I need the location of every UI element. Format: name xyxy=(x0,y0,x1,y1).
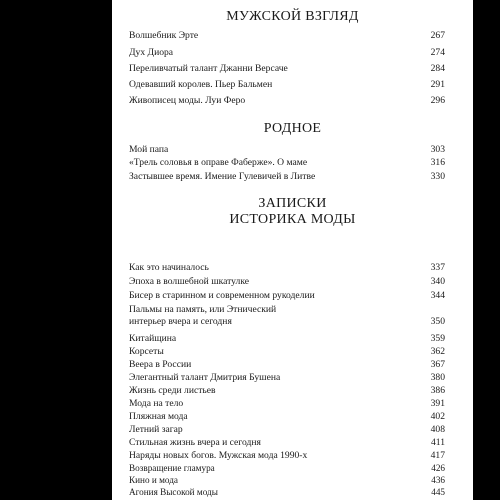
entry-title: Наряды новых богов. Мужская мода 1990-х xyxy=(129,450,308,461)
entry-page: 380 xyxy=(430,372,445,383)
entry-page: 402 xyxy=(430,411,445,422)
toc-entry xyxy=(129,385,445,397)
toc-entry xyxy=(129,144,445,156)
toc-entry xyxy=(129,333,445,345)
entry-title: Жизнь среди листьев xyxy=(129,385,216,396)
toc-entry xyxy=(129,63,445,75)
left-dark-border xyxy=(0,0,112,500)
entry-title: Стильная жизнь вчера и сегодня xyxy=(129,437,261,448)
toc-entry xyxy=(129,276,445,288)
entry-page: 296 xyxy=(430,95,445,106)
entry-page: 350 xyxy=(430,316,445,327)
section-heading: МУЖСКОЙ ВЗГЛЯД xyxy=(226,9,359,24)
entry-title: Кино и мода xyxy=(129,475,178,485)
entry-title: Веера в России xyxy=(129,359,192,370)
entry-title: Агония Высокой моды xyxy=(129,487,218,497)
toc-entry xyxy=(129,398,445,410)
entry-title: Эпоха в волшебной шкатулке xyxy=(129,276,250,287)
toc-entry xyxy=(129,30,445,42)
entry-title: Как это начиналось xyxy=(129,262,209,273)
entry-title: Переливчатый талант Джанни Версаче xyxy=(129,63,288,74)
entry-page: 267 xyxy=(430,30,445,41)
toc-entry xyxy=(129,47,445,59)
toc-entry xyxy=(129,95,445,107)
toc-entry xyxy=(129,437,445,449)
entry-title: Пляжная мода xyxy=(129,411,188,422)
entry-page: 291 xyxy=(430,79,445,90)
entry-page: 359 xyxy=(430,333,445,344)
toc-entry xyxy=(129,475,445,486)
entry-page: 330 xyxy=(430,171,445,182)
entry-title: Живописец моды. Луи Феро xyxy=(129,95,246,106)
entry-page: 303 xyxy=(430,144,445,155)
entry-title: Китайщина xyxy=(129,333,177,344)
toc-entry xyxy=(129,171,445,183)
toc-entry xyxy=(129,450,445,462)
entry-page: 426 xyxy=(431,463,445,473)
entry-page: 391 xyxy=(430,398,445,409)
entry-title: Дух Диора xyxy=(129,47,174,58)
toc-entry xyxy=(129,487,445,498)
entry-page: 411 xyxy=(430,437,445,448)
entry-title-continued: интерьер вчера и сегодня xyxy=(129,316,232,327)
entry-page: 316 xyxy=(430,157,445,168)
entry-page: 362 xyxy=(430,346,445,357)
toc-entry xyxy=(129,359,445,371)
entry-title: Волшебник Эрте xyxy=(129,30,199,41)
toc-entry xyxy=(129,411,445,423)
toc-entry xyxy=(129,372,445,384)
section-heading: ЗАПИСКИ xyxy=(258,196,327,211)
entry-title: Мода на тело xyxy=(129,398,184,409)
entry-page: 386 xyxy=(430,385,445,396)
entry-page: 436 xyxy=(431,475,445,485)
toc-entry xyxy=(129,463,445,474)
entry-page: 367 xyxy=(430,359,445,370)
entry-page: 408 xyxy=(430,424,445,435)
toc-entry xyxy=(129,424,445,436)
entry-title: «Трель соловья в оправе Фаберже». О маме xyxy=(129,157,308,168)
toc-entry xyxy=(129,79,445,91)
entry-page: 274 xyxy=(430,47,445,58)
section-heading: РОДНОЕ xyxy=(263,121,322,136)
entry-title: Бисер в старинном и современном рукоделии xyxy=(129,290,315,301)
entry-title: Летний загар xyxy=(129,424,183,435)
toc-entry xyxy=(129,157,445,169)
entry-title: Мой папа xyxy=(129,144,169,155)
entry-title: Застывшее время. Имение Гулевичей в Литве xyxy=(129,171,316,182)
toc-entry xyxy=(129,346,445,358)
entry-title: Одевавший королев. Пьер Бальмен xyxy=(129,79,273,90)
entry-page: 344 xyxy=(430,290,445,301)
entry-title: Пальмы на память, или Этнический xyxy=(129,304,277,315)
section-heading: ИСТОРИКА МОДЫ xyxy=(229,212,356,227)
entry-title: Корсеты xyxy=(129,346,164,357)
toc-entry xyxy=(129,304,445,328)
toc-entry xyxy=(129,290,445,302)
entry-title: Возвращение гламура xyxy=(129,463,215,473)
entry-page: 445 xyxy=(431,487,445,497)
entry-page: 337 xyxy=(430,262,445,273)
toc-page xyxy=(112,0,473,500)
entry-page: 340 xyxy=(430,276,445,287)
entry-title: Элегантный талант Дмитрия Бушена xyxy=(129,372,281,383)
right-dark-border xyxy=(473,0,500,500)
entry-page: 417 xyxy=(430,450,445,461)
entry-page: 284 xyxy=(430,63,445,74)
toc-entry xyxy=(129,262,445,274)
